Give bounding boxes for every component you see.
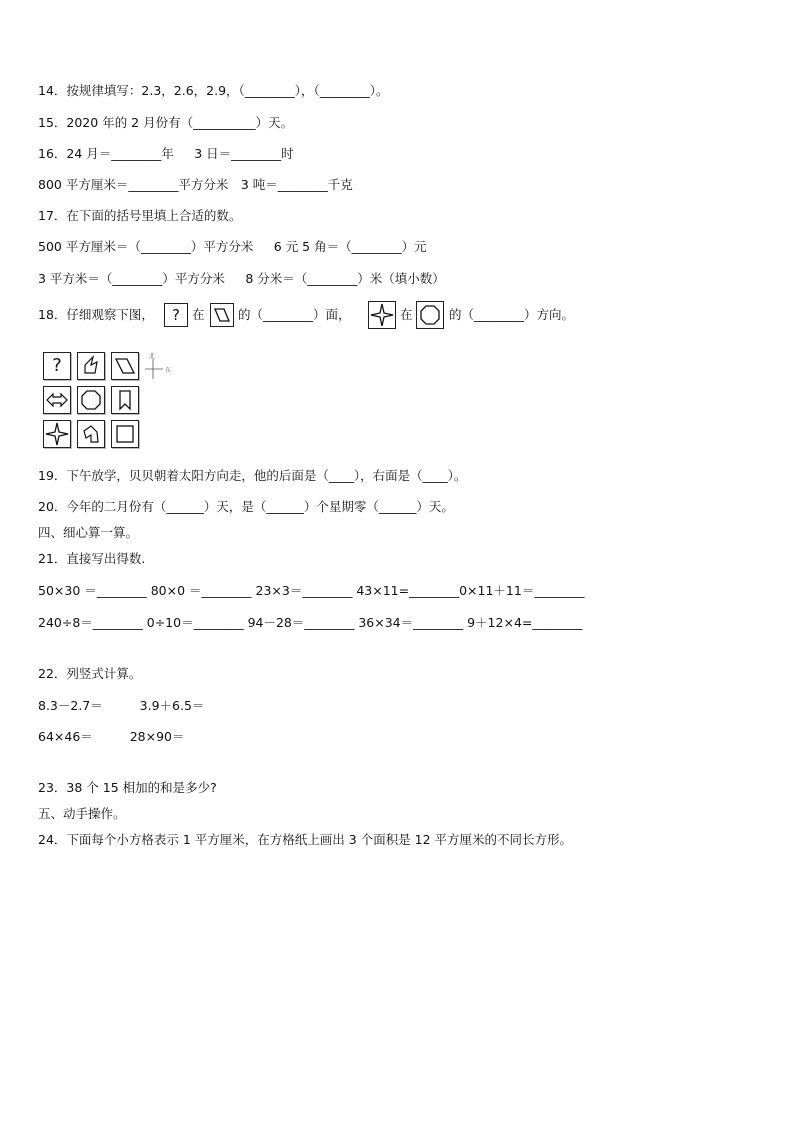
hook-shape-icon: [78, 421, 104, 447]
four-point-star-icon: [369, 302, 395, 328]
parallelogram-icon: [211, 304, 233, 326]
compass-east: 东: [165, 367, 172, 374]
question-21-row1: 50×30 ＝________ 80×0 ＝________ 23×3＝________ 43×11=________0×11＋11＝________: [38, 583, 585, 598]
question-16a: 16．24 月＝________年 3 日＝________时: [38, 146, 294, 161]
question-mark: ?: [52, 355, 62, 376]
question-18-part1: 18．仔细观察下图，: [38, 307, 154, 322]
grid-hook-shape-box: [77, 420, 105, 448]
q18-parallelogram-box: [210, 303, 234, 327]
section-4-heading: 四、细心算一算。: [38, 525, 139, 540]
double-arrow-icon: [44, 387, 70, 413]
four-point-star-icon: [44, 421, 70, 447]
question-16b: 800 平方厘米＝________平方分米 3 吨＝________千克: [38, 177, 353, 192]
question-22-row1: 8.3－2.7＝ 3.9＋6.5＝: [38, 698, 205, 713]
question-21: 21．直接写出得数.: [38, 551, 146, 566]
q18-star-box: [368, 301, 396, 329]
question-22-row2: 64×46＝ 28×90＝: [38, 729, 185, 744]
octagon-icon: [417, 302, 443, 328]
compass: [143, 353, 171, 381]
grid-octagon-box: [77, 386, 105, 414]
parallelogram-icon: [112, 353, 138, 379]
question-17a: 500 平方厘米＝（________）平方分米 6 元 5 角＝（________）元: [38, 239, 427, 254]
octagon-icon: [78, 387, 104, 413]
compass-north: 北: [149, 353, 156, 360]
grid-square-box: [111, 420, 139, 448]
grid-star-box: [43, 420, 71, 448]
square-icon: [112, 421, 138, 447]
grid-question-box: [43, 352, 71, 380]
q18-question-box: [164, 303, 188, 327]
question-14: 14．按规律填写：2.3，2.6，2.9，（________），（________）。: [38, 83, 389, 98]
question-mark: ?: [172, 306, 180, 324]
bookmark-shape-icon: [112, 387, 138, 413]
question-21-row2: 240÷8＝________ 0÷10＝________ 94－28＝________ 36×34＝________ 9＋12×4=________: [38, 615, 583, 630]
section-5-heading: 五、动手操作。: [38, 806, 126, 821]
question-20: 20．今年的二月份有（______）天，是（______）个星期零（______）天。: [38, 499, 454, 514]
question-17b: 3 平方米＝（________）平方分米 8 分米＝（________）米（填小数）: [38, 271, 445, 286]
folded-shape-icon: [78, 353, 104, 379]
question-22: 22．列竖式计算。: [38, 666, 142, 681]
q18-octagon-box: [416, 301, 444, 329]
question-23: 23．38 个 15 相加的和是多少?: [38, 780, 217, 795]
question-18-part4: 在: [400, 307, 413, 322]
question-15: 15．2020 年的 2 月份有（__________）天。: [38, 115, 294, 130]
grid-double-arrow-box: [43, 386, 71, 414]
question-19: 19．下午放学，贝贝朝着太阳方向走，他的后面是（____），右面是（____）。: [38, 468, 467, 483]
question-18-part5: 的（________）方向。: [449, 307, 575, 322]
question-24: 24．下面每个小方格表示 1 平方厘米，在方格纸上画出 3 个面积是 12 平方厘米的不同长方形。: [38, 832, 573, 847]
question-18-part2: 在: [192, 307, 205, 322]
grid-parallelogram-box: [111, 352, 139, 380]
question-18-part3: 的（________）面，: [238, 307, 351, 322]
question-17: 17．在下面的括号里填上合适的数。: [38, 208, 242, 223]
grid-bookmark-box: [111, 386, 139, 414]
grid-folded-shape-box: [77, 352, 105, 380]
